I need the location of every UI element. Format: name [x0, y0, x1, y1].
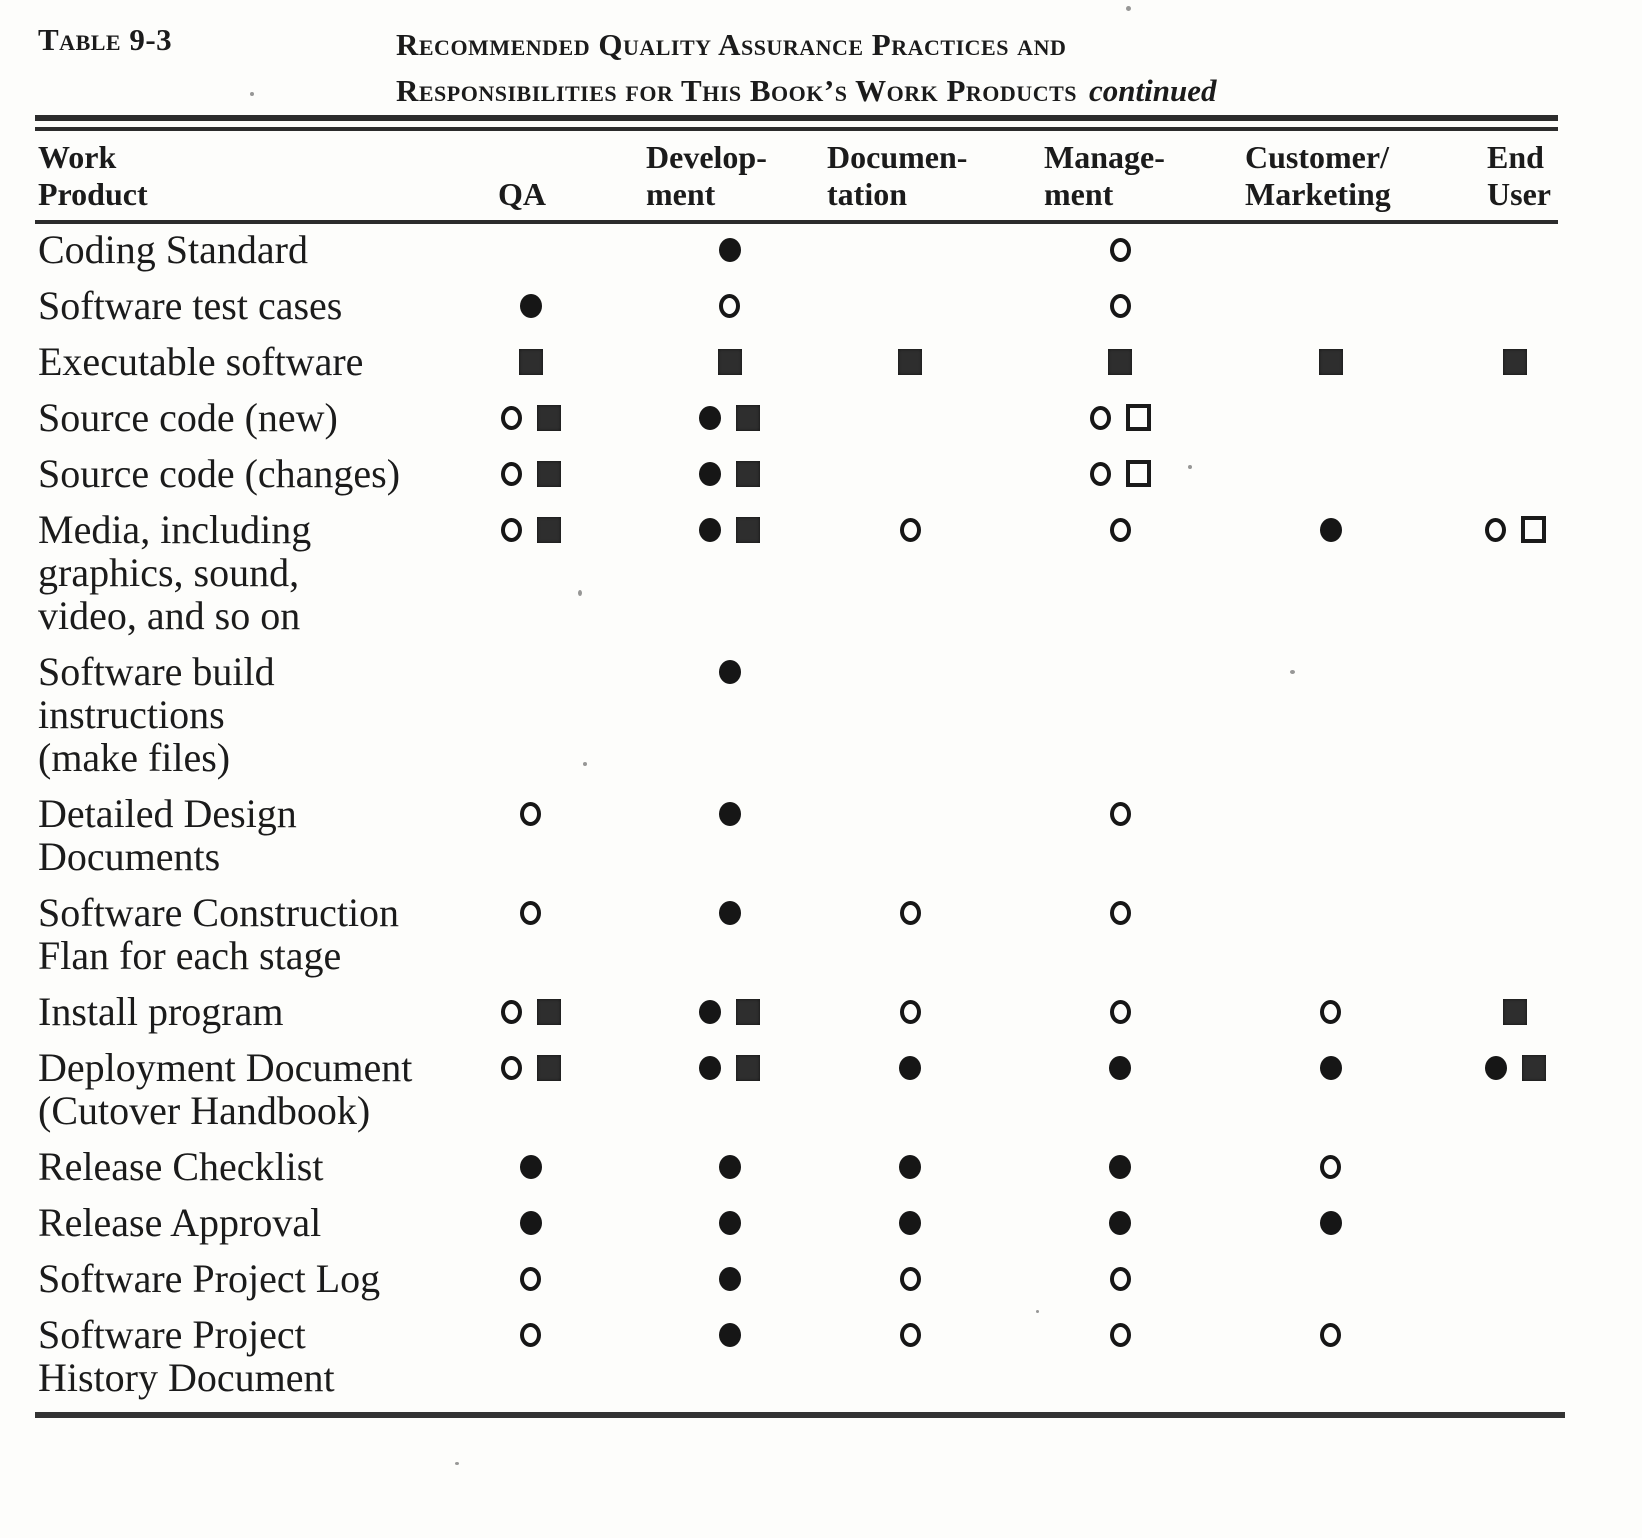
column-header-management: [1015, 139, 1225, 213]
cell-end-user: [1451, 891, 1579, 934]
cell-end-user: [1451, 396, 1579, 439]
work-product-label-line: Source code (new): [38, 395, 338, 440]
work-product-label-line: graphics, sound,: [38, 550, 300, 595]
header-line: tation: [827, 176, 907, 212]
work-product-label: [35, 891, 465, 977]
cell-qa: [443, 508, 618, 551]
cell-customer-marketing: [1228, 792, 1433, 835]
cell-end-user: [1451, 1257, 1579, 1300]
filled-square-symbol: [537, 999, 561, 1025]
table-title-line1: Recommended Quality Assurance Practices and: [396, 27, 1067, 62]
filled-circle-symbol: [699, 518, 721, 542]
cell-management: [1015, 650, 1225, 693]
filled-circle-symbol: [899, 1155, 921, 1179]
open-circle-symbol: [501, 1056, 522, 1080]
work-product-label-line: Software Construction: [38, 890, 400, 935]
open-circle-symbol: [520, 901, 541, 925]
open-circle-symbol: [1110, 1267, 1131, 1291]
filled-square-symbol: [537, 405, 561, 431]
work-product-label-line: Software Project: [38, 1312, 306, 1357]
cell-qa: [443, 1257, 618, 1300]
cell-customer-marketing: [1228, 1257, 1433, 1300]
filled-square-symbol: [1522, 1055, 1546, 1081]
open-circle-symbol: [501, 1000, 522, 1024]
filled-circle-symbol: [1485, 1056, 1507, 1080]
cell-qa: [443, 284, 618, 327]
filled-circle-symbol: [899, 1056, 921, 1080]
column-header-development: [640, 139, 825, 213]
filled-circle-symbol: [1320, 518, 1342, 542]
table-body: [0, 224, 1642, 1412]
scan-speck: [1036, 1310, 1039, 1313]
cell-end-user: [1451, 228, 1579, 271]
filled-circle-symbol: [699, 462, 721, 486]
cell-customer-marketing: [1228, 990, 1433, 1033]
filled-circle-symbol: [699, 406, 721, 430]
cell-end-user: [1451, 1201, 1579, 1244]
work-product-label-line: (make files): [38, 735, 231, 780]
cell-development: [637, 1257, 822, 1300]
cell-development: [637, 508, 822, 551]
cell-management: [1015, 284, 1225, 327]
work-product-label: [35, 990, 465, 1033]
header-line: Documen-: [827, 139, 968, 175]
cell-customer-marketing: [1228, 1046, 1433, 1089]
filled-circle-symbol: [719, 901, 741, 925]
header-line: ment: [646, 176, 716, 212]
table-row: [35, 1257, 1558, 1313]
filled-circle-symbol: [520, 1155, 542, 1179]
open-circle-symbol: [900, 1323, 921, 1347]
open-circle-symbol: [501, 462, 522, 486]
cell-documentation: [815, 1046, 1005, 1089]
filled-circle-symbol: [719, 1323, 741, 1347]
column-header-work-product: [35, 139, 465, 213]
cell-documentation: [815, 650, 1005, 693]
header-line: Customer/: [1245, 139, 1389, 175]
cell-qa: [443, 396, 618, 439]
cell-customer-marketing: [1228, 1201, 1433, 1244]
filled-circle-symbol: [699, 1056, 721, 1080]
filled-square-symbol: [736, 405, 760, 431]
cell-management: [1015, 1046, 1225, 1089]
table-row: [35, 340, 1558, 396]
cell-documentation: [815, 228, 1005, 271]
filled-circle-symbol: [1109, 1211, 1131, 1235]
work-product-label: [35, 792, 465, 878]
work-product-label-line: Documents: [38, 834, 221, 879]
work-product-label-line: video, and so on: [38, 593, 301, 638]
column-header-customer-marketing: [1225, 139, 1430, 213]
cell-documentation: [815, 396, 1005, 439]
work-product-label: [35, 284, 465, 327]
open-square-symbol: [1126, 460, 1151, 487]
work-product-label-line: History Document: [38, 1355, 335, 1400]
scan-speck: [583, 762, 587, 766]
column-header-end-user: [1430, 139, 1558, 213]
cell-management: [1015, 1313, 1225, 1356]
open-circle-symbol: [719, 294, 740, 318]
table-row: [35, 891, 1558, 990]
work-product-label: [35, 452, 465, 495]
cell-management: [1015, 452, 1225, 495]
work-product-label-line: Release Approval: [38, 1200, 322, 1245]
scan-speck: [1290, 670, 1295, 674]
work-product-label: [35, 1257, 465, 1300]
open-circle-symbol: [1485, 518, 1506, 542]
header-line: Work: [38, 139, 117, 175]
cell-development: [637, 650, 822, 693]
open-circle-symbol: [1110, 518, 1131, 542]
column-header-qa: [465, 176, 640, 213]
cell-end-user: [1451, 792, 1579, 835]
open-circle-symbol: [520, 1267, 541, 1291]
cell-development: [637, 452, 822, 495]
work-product-label-line: Software test cases: [38, 283, 343, 328]
cell-qa: [443, 891, 618, 934]
open-circle-symbol: [1110, 238, 1131, 262]
filled-square-symbol: [519, 349, 543, 375]
cell-end-user: [1451, 340, 1579, 383]
cell-qa: [443, 1145, 618, 1188]
cell-documentation: [815, 508, 1005, 551]
open-circle-symbol: [1110, 1323, 1131, 1347]
work-product-label-line: Software Project Log: [38, 1256, 381, 1301]
table-row: [35, 284, 1558, 340]
cell-management: [1015, 340, 1225, 383]
work-product-label-line: Deployment Document: [38, 1045, 413, 1090]
table-header-row: [35, 139, 1558, 220]
open-circle-symbol: [1110, 294, 1131, 318]
work-product-label-line: (Cutover Handbook): [38, 1088, 371, 1133]
cell-qa: [443, 1201, 618, 1244]
header-line: QA: [498, 176, 546, 212]
filled-circle-symbol: [719, 802, 741, 826]
open-circle-symbol: [900, 518, 921, 542]
filled-square-symbol: [736, 461, 760, 487]
cell-qa: [443, 340, 618, 383]
cell-customer-marketing: [1228, 891, 1433, 934]
top-double-rule: [35, 115, 1558, 131]
filled-circle-symbol: [1109, 1155, 1131, 1179]
open-circle-symbol: [1320, 1155, 1341, 1179]
filled-square-symbol: [736, 1055, 760, 1081]
header-line: Manage-: [1044, 139, 1165, 175]
cell-customer-marketing: [1228, 1145, 1433, 1188]
cell-qa: [443, 650, 618, 693]
filled-square-symbol: [898, 349, 922, 375]
work-product-label-line: Software build: [38, 649, 275, 694]
table-row: [35, 650, 1558, 792]
scan-speck: [1126, 6, 1131, 11]
cell-end-user: [1451, 990, 1579, 1033]
cell-customer-marketing: [1228, 650, 1433, 693]
filled-square-symbol: [537, 461, 561, 487]
open-circle-symbol: [520, 802, 541, 826]
work-product-label-line: Install program: [38, 989, 284, 1034]
cell-management: [1015, 1201, 1225, 1244]
scan-speck: [578, 590, 582, 596]
cell-customer-marketing: [1228, 228, 1433, 271]
work-product-label-line: Source code (changes): [38, 451, 401, 496]
work-product-label: [35, 508, 465, 637]
work-product-label-line: Detailed Design: [38, 791, 297, 836]
cell-documentation: [815, 1201, 1005, 1244]
cell-development: [637, 228, 822, 271]
table-title-continued: continued: [1089, 73, 1217, 108]
table-title-line2: Responsibilities for This Book’s Work Products: [396, 73, 1077, 108]
cell-development: [637, 284, 822, 327]
filled-circle-symbol: [520, 294, 542, 318]
cell-customer-marketing: [1228, 340, 1433, 383]
work-product-label: [35, 1145, 465, 1188]
cell-development: [637, 1201, 822, 1244]
filled-square-symbol: [736, 517, 760, 543]
filled-circle-symbol: [719, 1267, 741, 1291]
cell-end-user: [1451, 508, 1579, 551]
open-circle-symbol: [501, 406, 522, 430]
work-product-label-line: instructions: [38, 692, 225, 737]
table-row: [35, 508, 1558, 650]
cell-documentation: [815, 1257, 1005, 1300]
cell-management: [1015, 1145, 1225, 1188]
open-circle-symbol: [1110, 802, 1131, 826]
cell-documentation: [815, 284, 1005, 327]
cell-customer-marketing: [1228, 452, 1433, 495]
filled-square-symbol: [537, 1055, 561, 1081]
header-line: User: [1487, 176, 1551, 212]
table-row: [35, 1313, 1558, 1412]
open-circle-symbol: [900, 901, 921, 925]
filled-circle-symbol: [1320, 1056, 1342, 1080]
cell-documentation: [815, 1145, 1005, 1188]
filled-square-symbol: [537, 517, 561, 543]
filled-circle-symbol: [1320, 1211, 1342, 1235]
table-row: [35, 396, 1558, 452]
bottom-rule: [35, 1412, 1565, 1418]
filled-circle-symbol: [699, 1000, 721, 1024]
table-row: [35, 1145, 1558, 1201]
filled-square-symbol: [718, 349, 742, 375]
filled-circle-symbol: [719, 660, 741, 684]
cell-documentation: [815, 1313, 1005, 1356]
cell-management: [1015, 792, 1225, 835]
cell-documentation: [815, 792, 1005, 835]
open-circle-symbol: [501, 518, 522, 542]
work-product-label: [35, 1201, 465, 1244]
open-circle-symbol: [1090, 406, 1111, 430]
cell-development: [637, 396, 822, 439]
table-row: [35, 228, 1558, 284]
cell-end-user: [1451, 650, 1579, 693]
open-circle-symbol: [1090, 462, 1111, 486]
cell-qa: [443, 1313, 618, 1356]
cell-documentation: [815, 990, 1005, 1033]
table-title-line2-wrap: [396, 68, 1642, 114]
cell-documentation: [815, 340, 1005, 383]
cell-end-user: [1451, 1145, 1579, 1188]
work-product-label: [35, 228, 465, 271]
open-square-symbol: [1126, 404, 1151, 431]
cell-management: [1015, 228, 1225, 271]
header-line: End: [1487, 139, 1544, 175]
work-product-label-line: Flan for each stage: [38, 933, 342, 978]
filled-square-symbol: [1319, 349, 1343, 375]
table-row: [35, 452, 1558, 508]
cell-development: [637, 1145, 822, 1188]
table-row: [35, 1046, 1558, 1145]
open-circle-symbol: [1320, 1323, 1341, 1347]
filled-circle-symbol: [1109, 1056, 1131, 1080]
cell-qa: [443, 1046, 618, 1089]
filled-circle-symbol: [520, 1211, 542, 1235]
filled-circle-symbol: [719, 1211, 741, 1235]
cell-development: [637, 792, 822, 835]
open-circle-symbol: [900, 1267, 921, 1291]
work-product-label: [35, 1313, 465, 1399]
table-title: [396, 22, 1642, 114]
filled-square-symbol: [1108, 349, 1132, 375]
header-line: Develop-: [646, 139, 767, 175]
work-product-label: [35, 650, 465, 779]
open-circle-symbol: [1110, 1000, 1131, 1024]
cell-customer-marketing: [1228, 1313, 1433, 1356]
filled-square-symbol: [736, 999, 760, 1025]
cell-end-user: [1451, 452, 1579, 495]
open-circle-symbol: [1110, 901, 1131, 925]
work-product-label: [35, 340, 465, 383]
cell-management: [1015, 396, 1225, 439]
work-product-label-line: Executable software: [38, 339, 364, 384]
work-product-label: [35, 1046, 465, 1132]
cell-documentation: [815, 452, 1005, 495]
header-line: Product: [38, 176, 148, 212]
cell-qa: [443, 228, 618, 271]
table-number: Table 9-3: [38, 22, 173, 57]
cell-development: [637, 891, 822, 934]
filled-circle-symbol: [719, 1155, 741, 1179]
open-square-symbol: [1521, 516, 1546, 543]
table-row: [35, 792, 1558, 891]
cell-development: [637, 1313, 822, 1356]
cell-development: [637, 340, 822, 383]
cell-end-user: [1451, 1313, 1579, 1356]
scan-speck: [250, 92, 254, 96]
cell-end-user: [1451, 284, 1579, 327]
cell-customer-marketing: [1228, 508, 1433, 551]
work-product-label-line: Coding Standard: [38, 227, 308, 272]
work-product-label-line: Release Checklist: [38, 1144, 324, 1189]
open-circle-symbol: [1320, 1000, 1341, 1024]
cell-qa: [443, 990, 618, 1033]
table-caption: [0, 0, 1642, 115]
scan-speck: [1188, 465, 1192, 469]
open-circle-symbol: [900, 1000, 921, 1024]
cell-qa: [443, 792, 618, 835]
work-product-label-line: Media, including: [38, 507, 312, 552]
cell-development: [637, 1046, 822, 1089]
open-circle-symbol: [520, 1323, 541, 1347]
filled-circle-symbol: [719, 238, 741, 262]
filled-square-symbol: [1503, 999, 1527, 1025]
column-header-documentation: [825, 139, 1015, 213]
table-row: [35, 1201, 1558, 1257]
cell-customer-marketing: [1228, 396, 1433, 439]
cell-management: [1015, 990, 1225, 1033]
cell-management: [1015, 891, 1225, 934]
filled-square-symbol: [1503, 349, 1527, 375]
cell-qa: [443, 452, 618, 495]
header-line: ment: [1044, 176, 1114, 212]
cell-end-user: [1451, 1046, 1579, 1089]
cell-development: [637, 990, 822, 1033]
cell-documentation: [815, 891, 1005, 934]
cell-customer-marketing: [1228, 284, 1433, 327]
table-row: [35, 990, 1558, 1046]
filled-circle-symbol: [899, 1211, 921, 1235]
cell-management: [1015, 508, 1225, 551]
header-line: Marketing: [1245, 176, 1391, 212]
scan-speck: [455, 1462, 459, 1465]
work-product-label: [35, 396, 465, 439]
cell-management: [1015, 1257, 1225, 1300]
